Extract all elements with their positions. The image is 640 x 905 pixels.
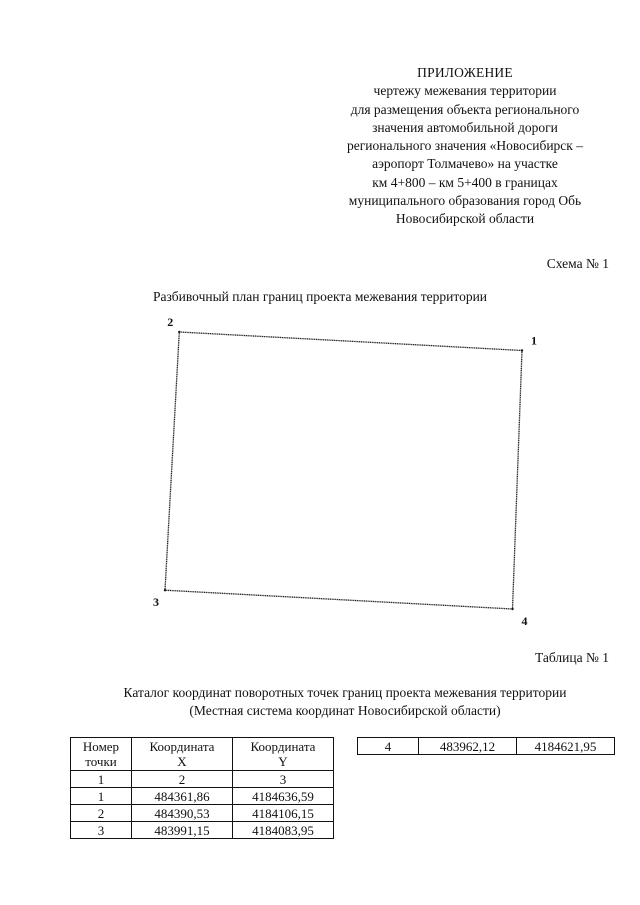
boundary-vertex-2 [178,331,180,333]
boundary-vertex-3 [164,589,166,591]
table-cell: 4184106,15 [233,805,334,822]
header-line: значения автомобильной дороги [372,119,558,135]
boundary-polygon [165,332,522,609]
table-row [71,805,334,822]
header-line: аэропорт Толмачево» на участке [372,156,558,172]
table-row [71,788,334,805]
coordinates-table [70,737,334,839]
catalog-title [0,684,640,720]
table-cell: 484361,86 [132,788,233,805]
catalog-title-line: Каталог координат поворотных точек границ проекта межевания территории [123,685,567,700]
table-cell: 4 [358,738,419,755]
table-cell: 4184621,95 [517,738,615,755]
header-cell [233,738,334,771]
header-text: Координата [149,739,215,754]
header-text: Координата [250,739,316,754]
table-row [71,822,334,839]
table-cell: 4184083,95 [233,822,334,839]
header-line: Новосибирской области [395,211,535,227]
table-cell: 3 [233,771,334,788]
header-line: км 4+800 – км 5+400 в границах [372,174,558,190]
appendix-header [300,64,630,229]
table-cell: 484390,53 [132,805,233,822]
column-index-row [71,771,334,788]
table-header-row [71,738,334,771]
coordinates-table-continuation [357,737,615,755]
header-cell [71,738,132,771]
header-line: регионального значения «Новосибирск – [347,138,583,154]
boundary-vertex-4 [511,608,513,610]
point-label-1: 1 [531,333,537,348]
header-cell [132,738,233,771]
header-text: X [177,754,187,769]
catalog-subtitle-line: (Местная система координат Новосибирской области) [189,703,501,718]
scheme-label: Схема № 1 [546,256,609,271]
point-label-2: 2 [167,315,174,329]
header-text: точки [85,754,117,769]
header-text: Y [278,754,288,769]
table-cell: 2 [71,805,132,822]
table-cell: 3 [71,822,132,839]
boundary-vertex-1 [521,349,523,351]
table-label: Таблица № 1 [535,650,609,665]
point-label-4: 4 [521,614,528,628]
table-cell: 483962,12 [419,738,517,755]
table-cell: 1 [71,771,132,788]
table-cell: 1 [71,788,132,805]
table-cell: 4184636,59 [233,788,334,805]
point-label-3: 3 [153,595,159,610]
boundary-plan [0,300,640,630]
table-cell: 2 [132,771,233,788]
appendix-title: ПРИЛОЖЕНИЕ [417,65,513,80]
header-line: чертежу межевания территории [373,83,557,99]
table-cell: 483991,15 [132,822,233,839]
header-line: муниципального образования город Обь [348,193,582,209]
header-text: Номер [82,739,120,754]
header-line: для размещения объекта регионального [350,101,580,117]
table-row [358,738,615,755]
plan-title: Разбивочный план границ проекта межевания территории [152,289,488,304]
